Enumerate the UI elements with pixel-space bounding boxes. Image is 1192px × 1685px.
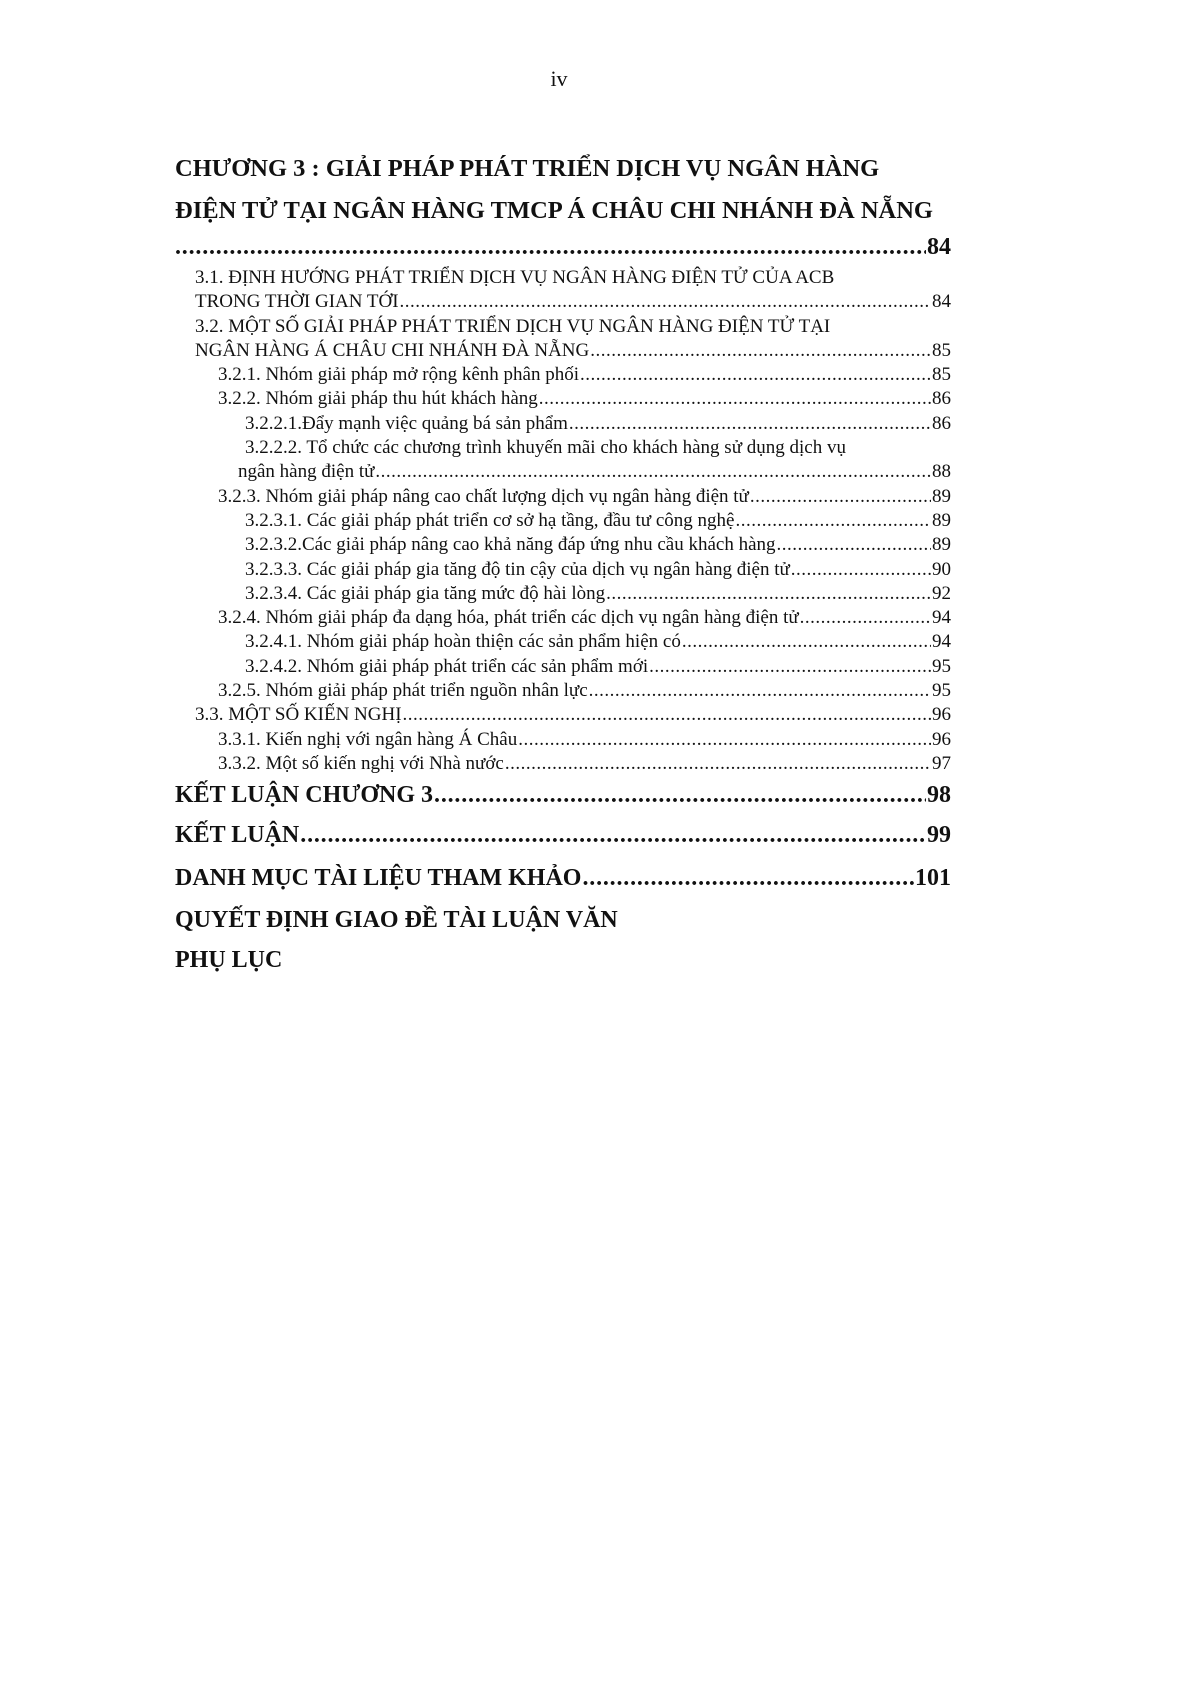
dot-leader [539, 387, 931, 411]
toc-entry-title: KẾT LUẬN [175, 822, 300, 849]
page-ref: 94 [932, 631, 951, 653]
toc-entry-title: 3.2.3.4. Các giải pháp gia tăng mức độ hài lòng [245, 582, 606, 604]
toc-entry-3-2-4-2[interactable] [175, 655, 951, 679]
toc-entry-title: DANH MỤC TÀI LIỆU THAM KHẢO [175, 865, 582, 892]
toc-entry-title: 3.2.4. Nhóm giải pháp đa dạng hóa, phát triển các dịch vụ ngân hàng điện tử [218, 607, 799, 629]
page-ref: 89 [932, 534, 951, 556]
page-ref: 89 [932, 485, 951, 507]
page-ref: 88 [932, 461, 951, 483]
toc-entry-3-2-3-3[interactable] [175, 558, 951, 582]
toc-entry-title: 3.2.4.1. Nhóm giải pháp hoàn thiện các sản phẩm hiện có [245, 631, 681, 653]
toc-entry-3-2-4[interactable] [175, 606, 951, 630]
dot-leader [682, 630, 931, 654]
dot-leader [580, 363, 931, 387]
page-ref: 85 [932, 339, 951, 361]
page-ref: 97 [932, 752, 951, 774]
page-ref: 94 [932, 607, 951, 629]
dot-leader [800, 606, 931, 630]
toc-entry-3-2-1[interactable] [175, 363, 951, 387]
page-ref: 99 [927, 822, 951, 849]
page-ref: 90 [932, 558, 951, 580]
toc-entry-3-3-2[interactable] [175, 752, 951, 776]
toc-entry-title: 3.2.3. Nhóm giải pháp nâng cao chất lượng dịch vụ ngân hàng điện tử [218, 485, 749, 507]
page-ref: 96 [932, 728, 951, 750]
dot-leader [649, 655, 931, 679]
dot-leader [403, 703, 931, 727]
toc-entry-quyet-dinh[interactable]: QUYẾT ĐỊNH GIAO ĐỀ TÀI LUẬN VĂN [175, 907, 618, 934]
toc-entry-3-2-3-2[interactable] [175, 533, 951, 557]
dot-leader [791, 558, 931, 582]
dot-leader [569, 412, 931, 436]
toc-entry-title: 3.2.1. Nhóm giải pháp mở rộng kênh phân phối [218, 364, 579, 386]
toc-entry-phu-luc[interactable]: PHỤ LỤC [175, 947, 283, 974]
dot-leader [777, 533, 931, 557]
dot-leader [750, 485, 931, 509]
table-of-contents [175, 148, 951, 980]
toc-entry-title: 3.2.2.1.Đẩy mạnh việc quảng bá sản phẩm [245, 412, 568, 434]
page-ref: 95 [932, 655, 951, 677]
page-ref: 98 [927, 782, 951, 809]
toc-entry-tai-lieu-tham-khao[interactable] [175, 857, 951, 900]
toc-entry-title: KẾT LUẬN CHƯƠNG 3 [175, 782, 434, 809]
toc-entry-title: TRONG THỜI GIAN TỚI [195, 291, 399, 313]
dot-leader [175, 232, 926, 262]
toc-entry-3-2-4-1[interactable] [175, 630, 951, 654]
toc-entry-3-2-3-1[interactable] [175, 509, 951, 533]
dot-leader [606, 582, 931, 606]
dot-leader [735, 509, 931, 533]
toc-entry-title: ngân hàng điện tử [238, 461, 375, 483]
toc-entry-3-3-1[interactable] [175, 728, 951, 752]
dot-leader [590, 339, 931, 363]
toc-entry-title: 3.2.3.2.Các giải pháp nâng cao khả năng đáp ứng nhu cầu khách hàng [245, 534, 776, 556]
toc-entry-3-2-2[interactable] [175, 387, 951, 411]
toc-entry-title: 3.2.2.2. Tổ chức các chương trình khuyến mãi cho khách hàng sử dụng dịch vụ [245, 437, 846, 459]
toc-entry-title: 3.2.5. Nhóm giải pháp phát triển nguồn nhân lực [218, 680, 588, 702]
dot-leader [375, 460, 931, 484]
toc-entry-3-3[interactable] [175, 703, 951, 727]
toc-entry-3-2-5[interactable] [175, 679, 951, 703]
page-ref: 84 [932, 291, 951, 313]
dot-leader [300, 814, 926, 857]
toc-entry-3-2-2-1[interactable] [175, 412, 951, 436]
chapter-title-line2: ĐIỆN TỬ TẠI NGÂN HÀNG TMCP Á CHÂU CHI NHÁNH ĐÀ NẴNG [175, 197, 933, 224]
dot-leader [582, 857, 914, 900]
toc-entry-title: NGÂN HÀNG Á CHÂU CHI NHÁNH ĐÀ NẴNG [195, 339, 590, 361]
page-number: iv [550, 66, 568, 91]
page-ref: 85 [932, 364, 951, 386]
toc-entry-title: 3.2.2. Nhóm giải pháp thu hút khách hàng [218, 388, 538, 410]
page-ref: 95 [932, 680, 951, 702]
chapter-title-line1: CHƯƠNG 3 : GIẢI PHÁP PHÁT TRIỂN DỊCH VỤ NGÂN HÀNG [175, 155, 880, 182]
toc-entry-title: 3.2.3.1. Các giải pháp phát triển cơ sở hạ tầng, đầu tư công nghệ [245, 509, 735, 531]
page-ref: 86 [932, 388, 951, 410]
toc-entry-3-1[interactable] [175, 266, 951, 315]
toc-entry-title: 3.2. MỘT SỐ GIẢI PHÁP PHÁT TRIỂN DỊCH VỤ NGÂN HÀNG ĐIỆN TỬ TẠI [195, 315, 831, 337]
dot-leader [589, 679, 931, 703]
toc-entry-title: 3.1. ĐỊNH HƯỚNG PHÁT TRIỂN DỊCH VỤ NGÂN HÀNG ĐIỆN TỬ CỦA ACB [195, 267, 835, 288]
toc-entry-chapter-3[interactable] [175, 232, 951, 262]
page-ref: 92 [932, 582, 951, 604]
page-ref: 84 [927, 234, 951, 260]
toc-entry-title: 3.2.3.3. Các giải pháp gia tăng độ tin cậy của dịch vụ ngân hàng điện tử [245, 558, 790, 580]
toc-entry-ket-luan[interactable] [175, 814, 951, 857]
page-ref: 96 [932, 704, 951, 726]
toc-entry-title: 3.3.2. Một số kiến nghị với Nhà nước [218, 752, 504, 774]
toc-entry-title: 3.3.1. Kiến nghị với ngân hàng Á Châu [218, 728, 518, 750]
toc-entry-3-2-3[interactable] [175, 485, 951, 509]
page-ref: 101 [915, 865, 951, 892]
page-ref: 86 [932, 412, 951, 434]
toc-entry-title: 3.3. MỘT SỐ KIẾN NGHỊ [195, 704, 402, 726]
dot-leader [434, 776, 926, 814]
toc-entry-3-2[interactable] [175, 315, 951, 364]
page-ref: 89 [932, 509, 951, 531]
toc-entry-3-2-3-4[interactable] [175, 582, 951, 606]
toc-entry-3-2-2-2[interactable] [175, 436, 951, 485]
toc-entry-title: 3.2.4.2. Nhóm giải pháp phát triển các sản phẩm mới [245, 655, 649, 677]
dot-leader [400, 290, 931, 314]
dot-leader [518, 728, 931, 752]
toc-entry-ket-luan-chuong-3[interactable] [175, 776, 951, 814]
dot-leader [505, 752, 931, 776]
